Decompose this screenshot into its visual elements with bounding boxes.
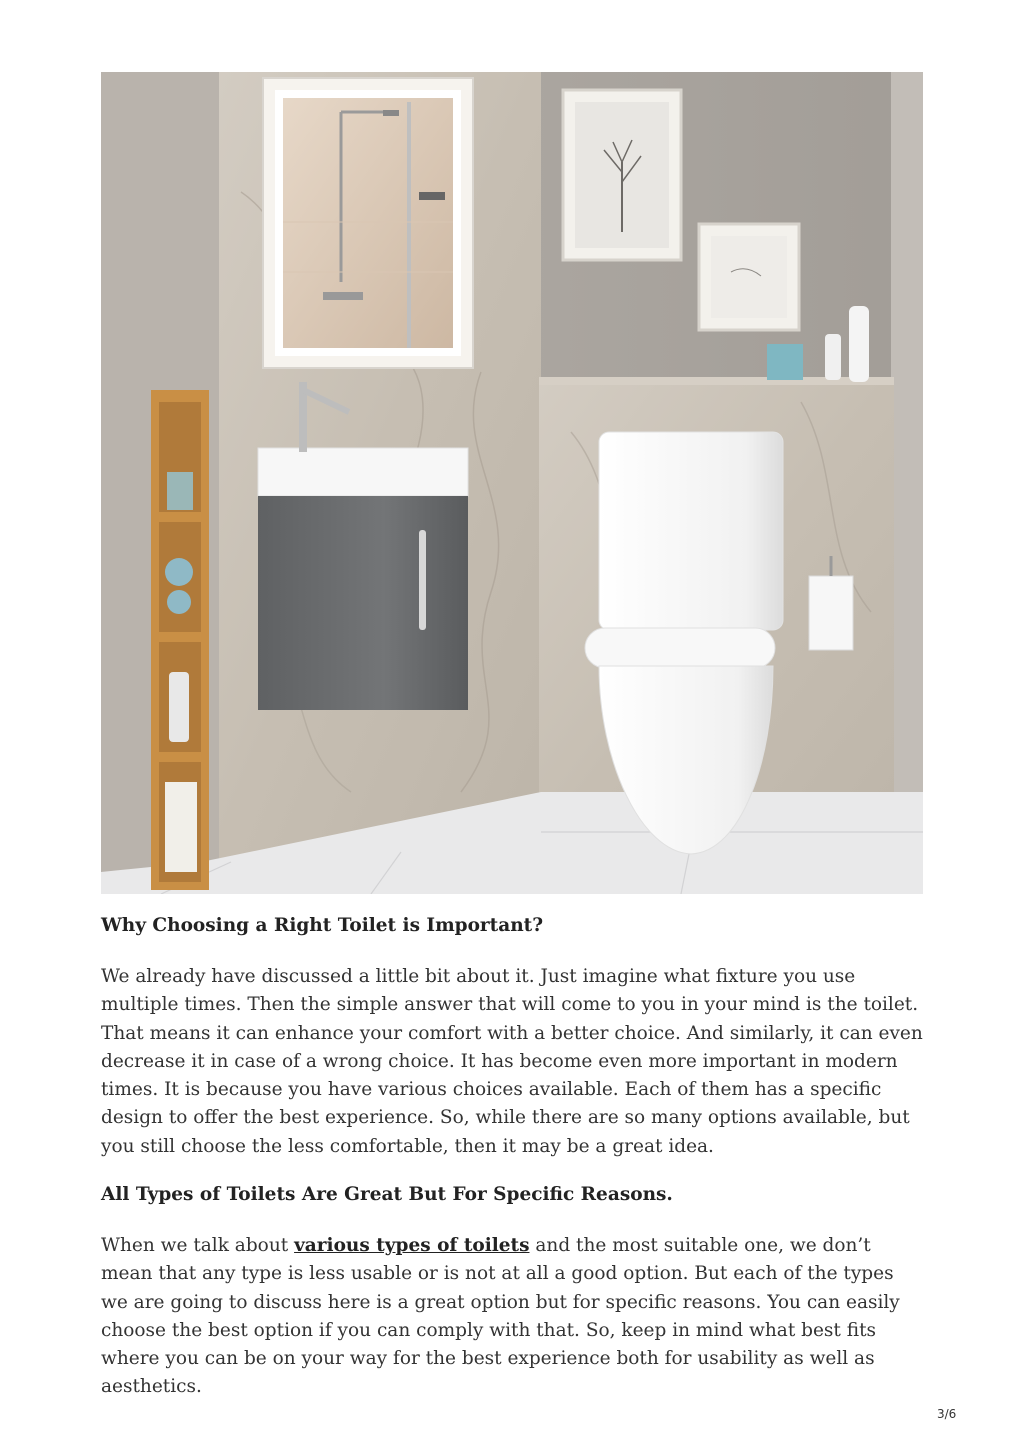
sink-basin [258, 448, 468, 496]
bathroom-photo [101, 72, 923, 894]
various-types-of-toilets-link[interactable]: various types of toilets [294, 1235, 530, 1256]
toilet-cistern [599, 432, 783, 630]
toilet-seat [585, 628, 775, 668]
bathroom-illustration [101, 72, 923, 894]
section-heading-types: All Types of Toilets Are Great But For Specific Reasons. [101, 1184, 673, 1205]
cabinet-handle [419, 530, 426, 630]
paragraph-importance: We already have discussed a little bit about it. Just imagine what fixture you use multiple times. Then the simple answer that will come to you in your mind is the toilet. That means it can enhance your comfort with a better choice. And similarly, it can even decrease it in case of a wrong choice. It has become even more important in modern times. It is because you have various choices available. Each of them has a specific design to offer the best experience. So, while there are so many options available, but you still choose the less comfortable, then it may be a great idea. [101, 966, 923, 1157]
paragraph-types-start: When we talk about [101, 1235, 295, 1256]
paragraph-types [101, 1232, 923, 1402]
page-number: 3/6 [937, 1407, 957, 1421]
paragraph-types-end: and the most suitable one, we don’t mean that any type is less usable or is not at all a good option. But each of the types we are going to discuss here is a great option but for specific reasons. You can easily choose the best option if you can comply with that. So, keep in mind what best fits where you can be on your way for the best experience both for usability as well as aesthetics. [101, 1235, 900, 1398]
jar [767, 344, 803, 380]
bottle [849, 306, 869, 382]
toilet-roll [809, 576, 853, 650]
vanity-cabinet [258, 496, 468, 710]
section-heading-importance: Why Choosing a Right Toilet is Important? [101, 915, 544, 936]
